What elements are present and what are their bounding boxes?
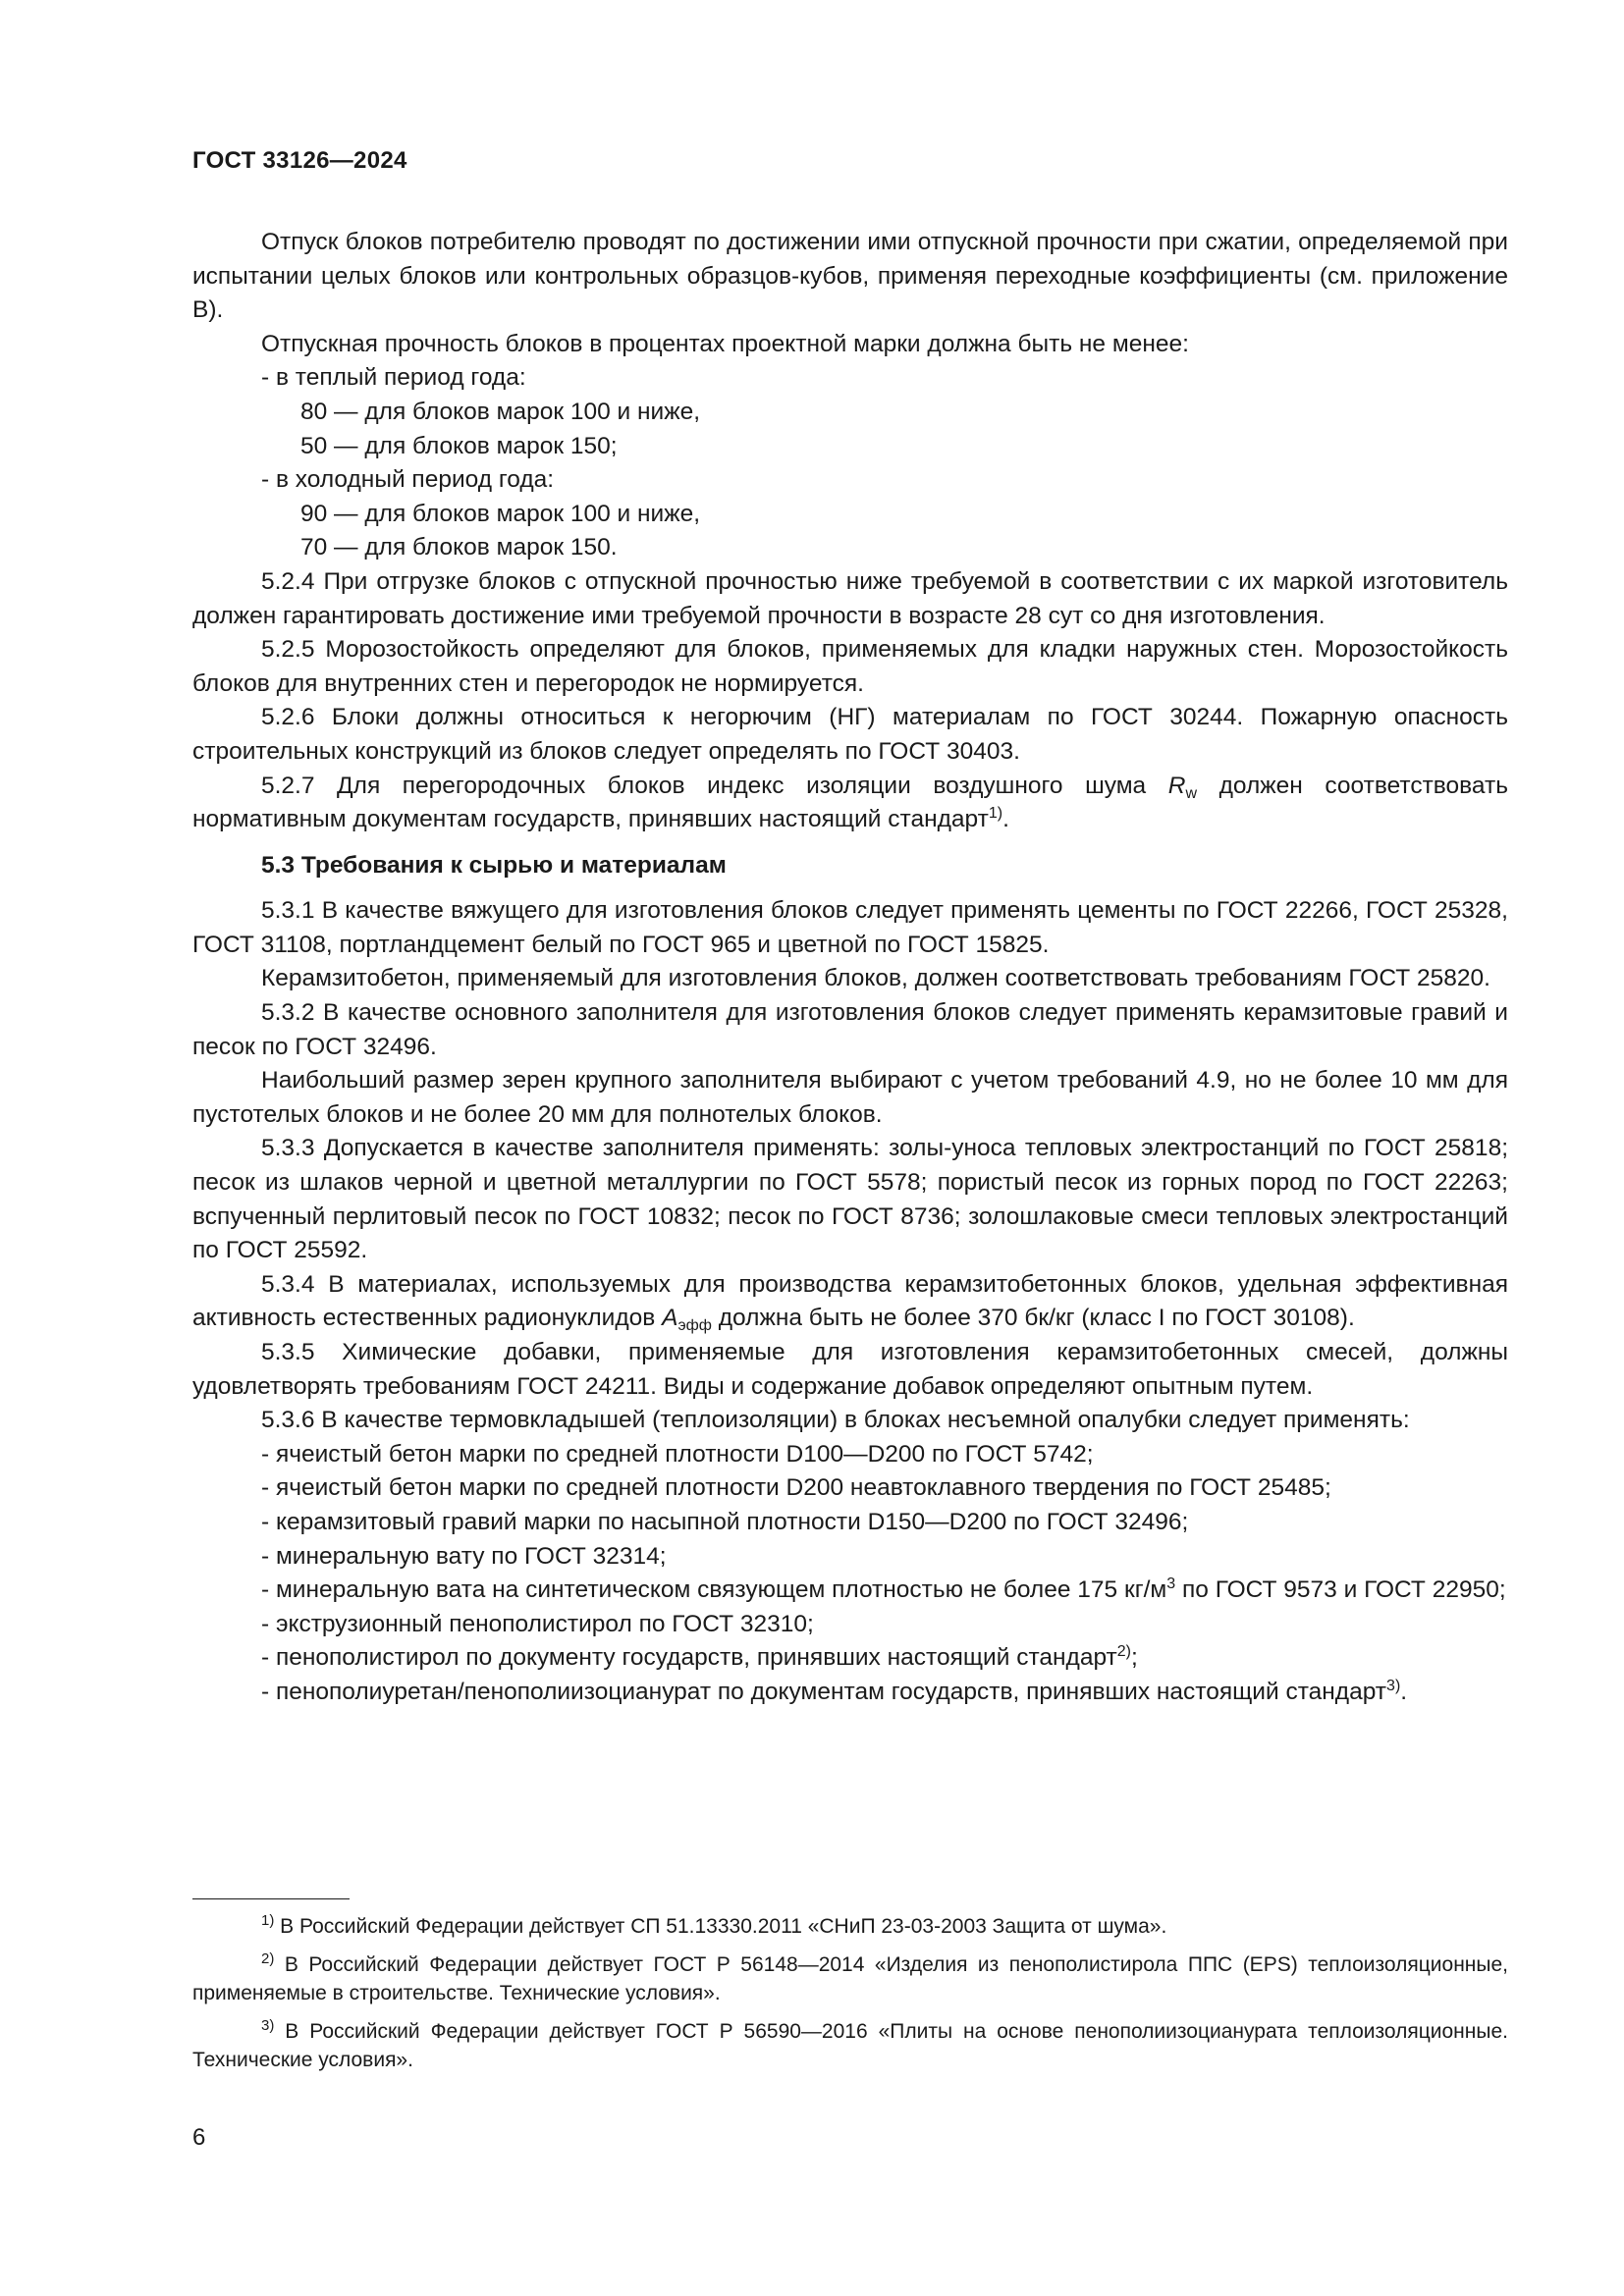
list-item: - ячеистый бетон марки по средней плотности D100—D200 по ГОСТ 5742;: [261, 1440, 1094, 1468]
list-item: - минеральную вату по ГОСТ 32314;: [261, 1542, 667, 1570]
list-item: - в теплый период года:: [261, 364, 526, 392]
footnote-ref-3[interactable]: 3): [1386, 1677, 1401, 1694]
list-item: [192, 1641, 1508, 1676]
clause-5-3-1: 5.3.1 В качестве вяжущего для изготовления блоков следует применять цементы по ГОСТ 22266, ГОСТ 25328, ГОСТ 31108, портландцемент белый по ГОСТ 965 и цветной по ГОСТ 15825.: [192, 897, 1508, 958]
footnote-2: [192, 1950, 1508, 2007]
footnote-ref-1[interactable]: 1): [988, 805, 1003, 823]
text-run: 5.2.7 Для перегородочных блоков индекс изоляции воздушного шума: [261, 772, 1168, 799]
footnote-divider: [192, 1898, 350, 1899]
text-run: .: [1002, 806, 1009, 833]
list-item: - ячеистый бетон марки по средней плотности D200 неавтоклавного твердения по ГОСТ 25485;: [261, 1474, 1331, 1502]
list-item: [192, 1574, 1508, 1608]
list-item: 50 — для блоков марок 150;: [300, 432, 618, 459]
list-item: 90 — для блоков марок 100 и ниже,: [300, 500, 701, 527]
clause-5-2-7: [192, 770, 1508, 837]
text-run: должен соответствовать нормативным документам государств, принявших настоящий стандарт: [192, 772, 1508, 833]
footnote-text: В Российский Федерации действует СП 51.13330.2011 «СНиП 23-03-2003 Защита от шума».: [274, 1915, 1167, 1938]
footnote-mark: 3): [261, 2017, 275, 2034]
symbol-r: R: [1167, 772, 1186, 799]
clause-5-3-2: 5.3.2 В качестве основного заполнителя для изготовления блоков следует применять керамзитовые гравий и песок по ГОСТ 32496.: [192, 999, 1508, 1060]
text-run: - пенополиуретан/пенополиизоцианурат по документам государств, принявших настоящий стандарт: [261, 1678, 1387, 1705]
clause-5-2-4: 5.2.4 При отгрузке блоков с отпускной прочностью ниже требуемой в соответствии с их маркой изготовитель должен гарантировать достижение ими требуемой прочности в возрасте 28 сут со дня изготовления.: [192, 567, 1508, 629]
document-header: ГОСТ 33126—2024: [192, 147, 407, 174]
text-run: по ГОСТ 9573 и ГОСТ 22950;: [1175, 1576, 1506, 1604]
symbol-a: A: [662, 1305, 678, 1332]
text-run: .: [1400, 1678, 1408, 1705]
subscript: w: [1185, 784, 1198, 802]
subscript: эфф: [677, 1317, 712, 1335]
text-run: - пенополистирол по документу государств, принявших настоящий стандарт: [261, 1644, 1117, 1672]
page-number: 6: [192, 2124, 206, 2151]
section-heading: 5.3 Требования к сырью и материалам: [261, 851, 727, 879]
footnote-mark: 1): [261, 1912, 275, 1929]
superscript: 3: [1166, 1575, 1176, 1593]
clause-5-2-6: 5.2.6 Блоки должны относиться к негорючим (НГ) материалам по ГОСТ 30244. Пожарную опасность строительных конструкций из блоков следует определять по ГОСТ 30403.: [192, 704, 1508, 765]
main-text: [192, 226, 1508, 1710]
footnote-ref-2[interactable]: 2): [1116, 1643, 1132, 1661]
footnote-3: [192, 2017, 1508, 2074]
list-item: - в холодный период года:: [261, 466, 555, 494]
footnote-text: В Российский Федерации действует ГОСТ Р 56590—2016 «Плиты на основе пенополиизоцианурата теплоизоляционные. Технические условия».: [192, 2020, 1508, 2071]
footnote-text: В Российский Федерации действует ГОСТ Р 56148—2014 «Изделия из пенополистирола ППС (EPS) теплоизоляционные, применяемые в строительстве. Технические условия».: [192, 1953, 1508, 2004]
text-run: должна быть не более 370 бк/кг (класс I по ГОСТ 30108).: [711, 1305, 1355, 1332]
footnotes: [192, 1912, 1508, 2084]
clause-5-3-4: [192, 1268, 1508, 1336]
text-run: 5.3.4 В материалах, используемых для производства керамзитобетонных блоков, удельная эффективная активность естественных радионуклидов: [192, 1270, 1508, 1332]
list-item: - керамзитовый гравий марки по насыпной плотности D150—D200 по ГОСТ 32496;: [261, 1508, 1189, 1535]
text-run: ;: [1131, 1644, 1138, 1672]
clause-5-3-6: 5.3.6 В качестве термовкладышей (теплоизоляции) в блоках несъемной опалубки следует применять:: [261, 1407, 1410, 1434]
list-item: 70 — для блоков марок 150.: [300, 534, 618, 561]
paragraph: Керамзитобетон, применяемый для изготовления блоков, должен соответствовать требованиям ГОСТ 25820.: [261, 965, 1490, 992]
footnote-mark: 2): [261, 1950, 275, 1967]
clause-5-3-5: 5.3.5 Химические добавки, применяемые для изготовления керамзитобетонных смесей, должны удовлетворять требованиям ГОСТ 24211. Виды и содержание добавок определяют опытным путем.: [192, 1339, 1508, 1400]
list-item: [192, 1676, 1508, 1710]
clause-5-3-3: 5.3.3 Допускается в качестве заполнителя применять: золы-уноса тепловых электростанций по ГОСТ 25818; песок из шлаков черной и цветной металлургии по ГОСТ 5578; пористый песок из горных пород по ГОСТ 22263; вспученный перлитовый песок по ГОСТ 10832; песок по ГОСТ 8736; золошлаковые смеси тепловых электростанций по ГОСТ 25592.: [192, 1135, 1508, 1264]
list-item: - экструзионный пенополистирол по ГОСТ 32310;: [261, 1610, 814, 1637]
text-run: - минеральную вата на синтетическом связующем плотностью не более 175 кг/м: [261, 1576, 1167, 1604]
paragraph: Отпуск блоков потребителю проводят по достижении ими отпускной прочности при сжатии, определяемой при испытании целых блоков или контрольных образцов-кубов, применяя переходные коэффициенты (см. приложение В).: [192, 229, 1508, 324]
paragraph: Наибольший размер зерен крупного заполнителя выбирают с учетом требований 4.9, но не более 10 мм для пустотелых блоков и не более 20 мм для полнотелых блоков.: [192, 1067, 1508, 1128]
footnote-1: [192, 1912, 1508, 1941]
paragraph: Отпускная прочность блоков в процентах проектной марки должна быть не менее:: [261, 330, 1189, 357]
list-item: 80 — для блоков марок 100 и ниже,: [300, 398, 701, 425]
clause-5-2-5: 5.2.5 Морозостойкость определяют для блоков, применяемых для кладки наружных стен. Морозостойкость блоков для внутренних стен и перегородок не нормируется.: [192, 636, 1508, 697]
